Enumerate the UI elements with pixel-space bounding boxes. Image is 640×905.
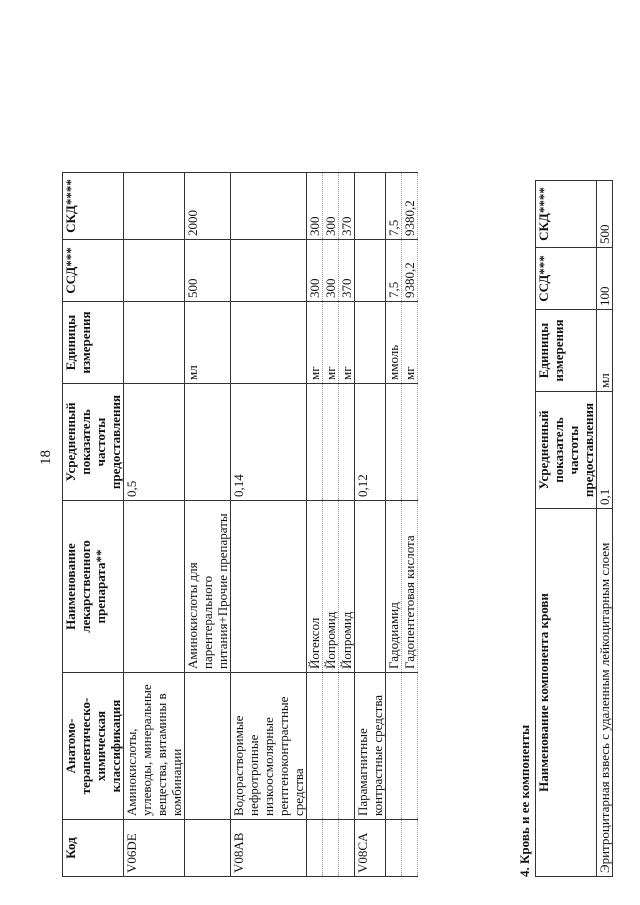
cell-freq: [185, 384, 231, 501]
cell-ssd: [355, 240, 386, 302]
cell-skd: 7,5: [386, 173, 402, 240]
header-unit: Единицы измерения: [63, 302, 124, 384]
drug-table-header: [63, 173, 124, 877]
table-row: [231, 173, 307, 877]
cell-atc: [386, 673, 402, 820]
cell-skd: 2000: [185, 173, 231, 240]
cell-ssd: 9380,2: [402, 240, 418, 302]
cell-atc: [323, 673, 339, 820]
cell-ssd: [231, 240, 307, 302]
cell-ssd: 300: [323, 240, 339, 302]
cell-code: V08AB: [231, 820, 307, 877]
cell-freq: [307, 384, 323, 501]
cell-atc: Водорастворимые нефротропные низкоосмолярные рентгеноконтрастные средства: [231, 673, 307, 820]
header-unit: Единицы измерения: [536, 310, 597, 392]
cell-ssd: 300: [307, 240, 323, 302]
cell-atc: [339, 673, 355, 820]
cell-code: [307, 820, 323, 877]
cell-ssd: [124, 240, 185, 302]
cell-atc: Аминокислоты, углеводы, минеральные вещества, витамины в комбинации: [124, 673, 185, 820]
cell-unit: ммоль: [386, 302, 402, 384]
table-row: [323, 173, 339, 877]
cell-unit: мл: [185, 302, 231, 384]
header-ssd: ССД***: [63, 240, 124, 302]
cell-freq: [339, 384, 355, 501]
cell-freq: 0,12: [355, 384, 386, 501]
header-drug: Наименование лекарственного препарата**: [63, 501, 124, 673]
cell-freq: 0,5: [124, 384, 185, 501]
cell-drug: [124, 501, 185, 673]
blood-table-header: [536, 181, 597, 877]
header-freq: Усредненный показатель частоты предоставления: [63, 384, 124, 501]
section-title: 4. Кровь и ее компоненты: [517, 724, 532, 877]
cell-ssd: 500: [185, 240, 231, 302]
cell-unit: [355, 302, 386, 384]
cell-unit: [231, 302, 307, 384]
cell-skd: 300: [307, 173, 323, 240]
cell-ssd: 100: [597, 248, 613, 310]
cell-code: V08CA: [355, 820, 386, 877]
cell-freq: 0,14: [231, 384, 307, 501]
table-row: [386, 173, 402, 877]
cell-code: [323, 820, 339, 877]
cell-drug: Йогексол: [307, 501, 323, 673]
cell-drug: Йопромид: [339, 501, 355, 673]
cell-unit: мг: [307, 302, 323, 384]
table-row: [597, 181, 613, 877]
cell-skd: 9380,2: [402, 173, 418, 240]
cell-skd: 370: [339, 173, 355, 240]
cell-drug: Аминокислоты для парентерального питания+Прочие препараты: [185, 501, 231, 673]
cell-drug: [231, 501, 307, 673]
cell-freq: [402, 384, 418, 501]
header-skd: СКД****: [63, 173, 124, 240]
cell-code: [185, 820, 231, 877]
cell-ssd: 7,5: [386, 240, 402, 302]
cell-skd: 300: [323, 173, 339, 240]
cell-skd: [231, 173, 307, 240]
table-row: [124, 173, 185, 877]
blood-table: [535, 180, 613, 877]
cell-drug: [355, 501, 386, 673]
header-freq: Усредненный показатель частоты предоставления: [536, 392, 597, 509]
table-row: [307, 173, 323, 877]
cell-unit: [124, 302, 185, 384]
cell-drug: Гадодиамид: [386, 501, 402, 673]
cell-atc: [185, 673, 231, 820]
cell-drug: Йопромид: [323, 501, 339, 673]
cell-freq: 0,1: [597, 392, 613, 509]
table-row: [185, 173, 231, 877]
table-row: [355, 173, 386, 877]
cell-freq: [386, 384, 402, 501]
header-ssd: ССД***: [536, 248, 597, 310]
header-name: Наименование компонента крови: [536, 509, 597, 877]
cell-unit: мг: [402, 302, 418, 384]
cell-skd: [124, 173, 185, 240]
cell-atc: Парамагнитные контрастные средства: [355, 673, 386, 820]
cell-atc: [307, 673, 323, 820]
drug-table: [62, 172, 418, 877]
cell-code: [386, 820, 402, 877]
cell-skd: [355, 173, 386, 240]
cell-unit: мг: [323, 302, 339, 384]
cell-code: [402, 820, 418, 877]
table-row: [339, 173, 355, 877]
table-row: [402, 173, 418, 877]
header-code: Код: [63, 820, 124, 877]
cell-atc: [402, 673, 418, 820]
page-number: 18: [38, 450, 54, 465]
cell-ssd: 370: [339, 240, 355, 302]
cell-unit: мл: [597, 310, 613, 392]
cell-code: V06DE: [124, 820, 185, 877]
cell-skd: 500: [597, 181, 613, 248]
header-skd: СКД****: [536, 181, 597, 248]
cell-code: [339, 820, 355, 877]
cell-unit: мг: [339, 302, 355, 384]
cell-freq: [323, 384, 339, 501]
header-atc: Анатомо-терапевтическо-химическая классификация: [63, 673, 124, 820]
cell-name: Эритроцитарная взвесь с удаленным лейкоцитарным слоем: [597, 509, 613, 877]
cell-drug: Гадопентетовая кислота: [402, 501, 418, 673]
